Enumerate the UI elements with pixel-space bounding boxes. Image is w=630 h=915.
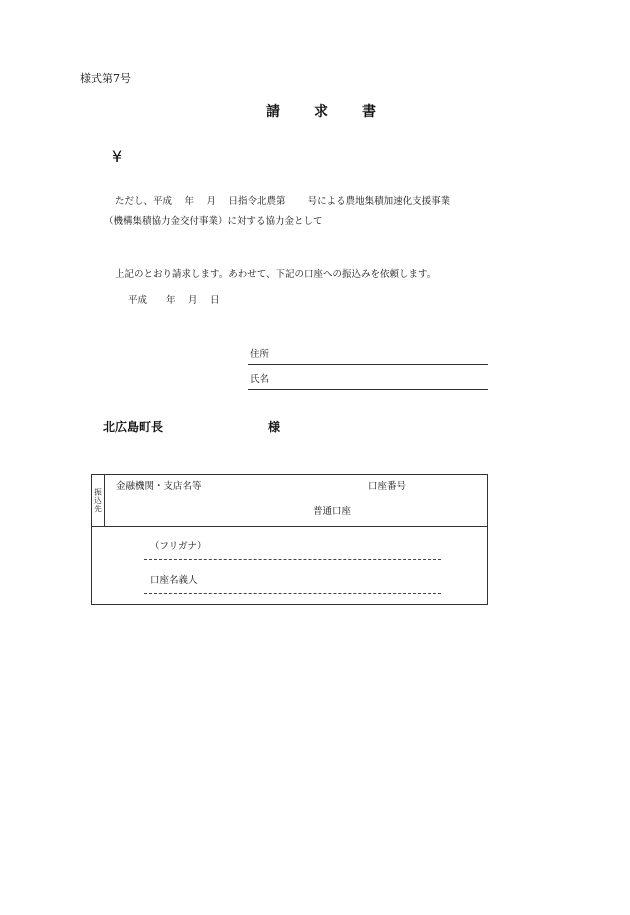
furigana-label: （フリガナ） <box>150 541 207 552</box>
name-line[interactable] <box>248 389 488 390</box>
title-char-3: 書 <box>362 104 376 120</box>
purpose-line-1: ただし、平成 年 月 日指令北農第 号による農地集積加速化支援事業 <box>115 196 451 207</box>
recipient-name: 北広島町長 <box>103 420 164 434</box>
furigana-line[interactable] <box>144 559 441 560</box>
account-holder-label: 口座名義人 <box>150 575 198 586</box>
date-line: 平成 年 月 日 <box>128 295 220 306</box>
yen-mark: ¥ <box>112 147 123 166</box>
bank-side-label: 振込先 <box>92 475 105 526</box>
bank-transfer-box <box>91 474 488 605</box>
purpose-line-2: （機構集積協力金交付事業）に対する協力金として <box>104 216 323 227</box>
form-number: 様式第7号 <box>80 72 131 85</box>
title-char-2: 求 <box>314 104 328 120</box>
account-holder-line[interactable] <box>144 593 441 594</box>
bank-divider <box>92 526 487 527</box>
title-char-1: 請 <box>266 104 280 120</box>
honorific: 様 <box>268 420 281 434</box>
name-label: 氏名 <box>250 374 270 385</box>
account-type: 普通口座 <box>313 506 352 517</box>
institution-label: 金融機関・支店名等 <box>116 481 202 492</box>
request-text: 上記のとおり請求します。あわせて、下記の口座への振込みを依頼します。 <box>115 269 437 280</box>
address-label: 住所 <box>250 349 270 360</box>
account-number-label: 口座番号 <box>368 481 407 492</box>
document-title <box>266 101 376 121</box>
address-line[interactable] <box>248 364 488 365</box>
